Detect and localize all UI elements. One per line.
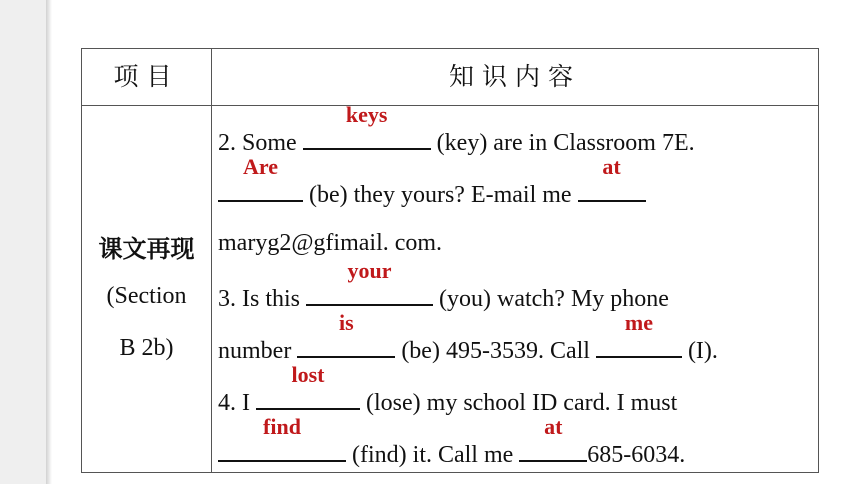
answer-text: me xyxy=(624,310,653,335)
exercise-line-5 xyxy=(218,310,718,365)
answer-text: at xyxy=(602,154,621,179)
line-text: 3. Is this xyxy=(218,286,307,312)
exercise-line-3 xyxy=(218,230,442,257)
row-label-title: 课文再现 xyxy=(98,235,195,263)
answer-blank xyxy=(596,310,682,358)
line-text: (be) 495-3539. Call xyxy=(395,338,596,364)
answer-text: lost xyxy=(291,362,325,387)
line-text: (find) it. Call me xyxy=(346,442,520,468)
answer-text: keys xyxy=(345,102,388,127)
knowledge-table xyxy=(81,48,819,473)
exercise-line-1 xyxy=(218,102,695,157)
line-text: (key) are in Classroom 7E. xyxy=(430,130,695,156)
answer-blank xyxy=(303,102,431,150)
line-text: (I). xyxy=(681,338,718,364)
answer-blank xyxy=(306,258,433,306)
line-text: 2. Some xyxy=(218,130,303,156)
answer-blank xyxy=(578,154,646,202)
line-text: 685-6034. xyxy=(587,442,686,468)
answer-text: find xyxy=(263,414,301,439)
column-divider xyxy=(211,49,212,472)
answer-blank xyxy=(519,414,587,462)
answer-text: Are xyxy=(242,154,279,179)
row-label-section-line1: (Section xyxy=(106,283,187,309)
line-text: (be) they yours? E-mail me xyxy=(303,182,578,208)
answer-text: is xyxy=(338,310,354,335)
line-text: (you) watch? My phone xyxy=(433,286,669,312)
answer-blank xyxy=(218,154,303,202)
header-content: 知识内容 xyxy=(448,62,581,91)
email-text: maryg2@gfimail. com. xyxy=(218,230,443,256)
exercise-line-7 xyxy=(218,414,686,469)
exercise-line-2 xyxy=(218,154,646,209)
answer-blank xyxy=(256,362,360,410)
answer-text: at xyxy=(544,414,563,439)
slide-left-margin xyxy=(0,0,46,484)
exercise-line-4 xyxy=(218,258,669,313)
line-text: number xyxy=(218,338,298,364)
answer-text: your xyxy=(347,258,392,283)
answer-blank xyxy=(297,310,395,358)
header-item: 项目 xyxy=(113,62,180,91)
slide-edge-shadow xyxy=(46,0,52,484)
header-divider xyxy=(82,105,818,106)
row-label-section-line2: B 2b) xyxy=(119,335,174,361)
answer-blank xyxy=(218,414,346,462)
line-text: (lose) my school ID card. I must xyxy=(360,390,678,416)
exercise-line-6 xyxy=(218,362,678,417)
line-text: 4. I xyxy=(218,390,256,416)
